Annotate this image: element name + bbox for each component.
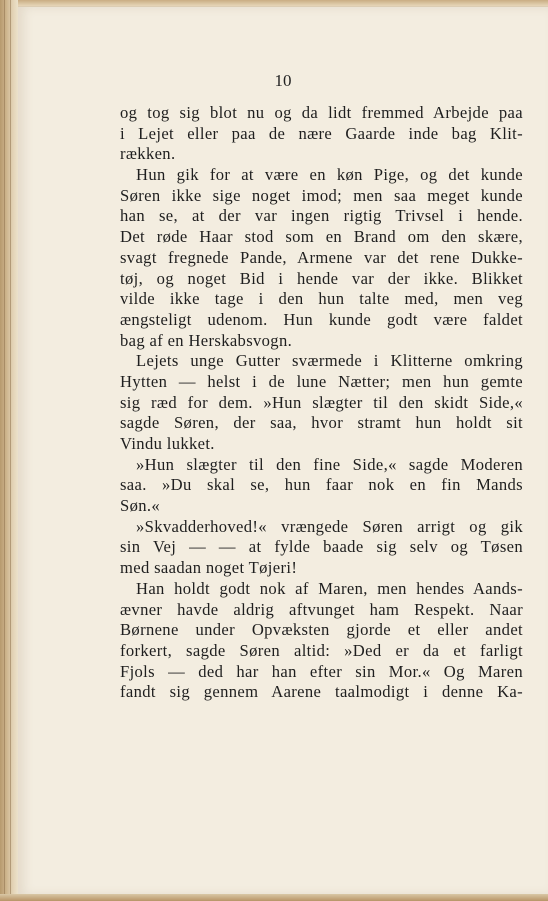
text-line: ængsteligt udenom. Hun kunde godt være faldet — [120, 309, 523, 329]
text-line: ævner havde aldrig aftvunget ham Respekt. Naar — [120, 599, 523, 619]
text-line: i Lejet eller paa de nære Gaarde inde bag Klit- — [120, 123, 523, 143]
text-line: forkert, sagde Søren altid: »Ded er da et farligt — [120, 640, 523, 660]
text-line: Søn.« — [120, 496, 161, 516]
text-line: han se, at der var ingen rigtig Trivsel i hende. — [120, 206, 523, 226]
text-line: Hytten — helst i de lune Nætter; men hun gemte — [120, 371, 523, 391]
spine-crease — [10, 0, 11, 901]
page-bottom-edge — [0, 894, 548, 901]
text-line: Det røde Haar stod som en Brand om den skære, — [120, 227, 523, 247]
text-line: og tog sig blot nu og da lidt fremmed Arbejde paa — [120, 103, 523, 122]
text-line: Lejets unge Gutter sværmede i Klitterne omkring — [136, 351, 523, 371]
text-line: sig ræd for dem. »Hun slægter til den skidt Side,« — [120, 392, 523, 412]
body-text — [120, 103, 523, 703]
text-line: svagt fregnede Pande, Armene var det rene Dukke- — [120, 247, 523, 267]
text-line: sagde Søren, der saa, hvor stramt hun holdt sit — [120, 413, 523, 433]
text-line: saa. »Du skal se, hun faar nok en fin Mands — [120, 475, 523, 495]
text-line: Han holdt godt nok af Maren, men hendes Aands- — [136, 578, 523, 598]
text-line: Vindu lukket. — [120, 434, 215, 453]
text-line: vilde ikke tage i den hun talte med, men veg — [120, 289, 523, 309]
text-line: Børnene under Opvæksten gjorde et eller andet — [120, 620, 523, 640]
book-spine — [0, 0, 18, 901]
text-line: sin Vej — — at fylde baade sig selv og Tøsen — [120, 537, 523, 557]
text-line: Fjols — ded har han efter sin Mor.« Og Maren — [120, 661, 523, 681]
page-number: 10 — [274, 71, 292, 90]
text-line: »Skvadderhoved!« vrængede Søren arrigt og gik — [136, 516, 523, 536]
text-line: rækken. — [120, 144, 176, 164]
text-line: tøj, og noget Bid i hende var der ikke. Blikket — [120, 268, 523, 288]
text-line: fandt sig gennem Aarene taalmodigt i denne Ka- — [120, 682, 523, 702]
spine-crease — [4, 0, 5, 901]
text-line: Hun gik for at være en køn Pige, og det kunde — [136, 165, 523, 185]
text-line: bag af en Herskabsvogn. — [120, 330, 293, 350]
text-line: »Hun slægter til den fine Side,« sagde Moderen — [136, 454, 523, 474]
text-line: Søren ikke sige noget imod; men saa meget kunde — [120, 185, 523, 205]
text-line: med saadan noget Tøjeri! — [120, 558, 298, 578]
